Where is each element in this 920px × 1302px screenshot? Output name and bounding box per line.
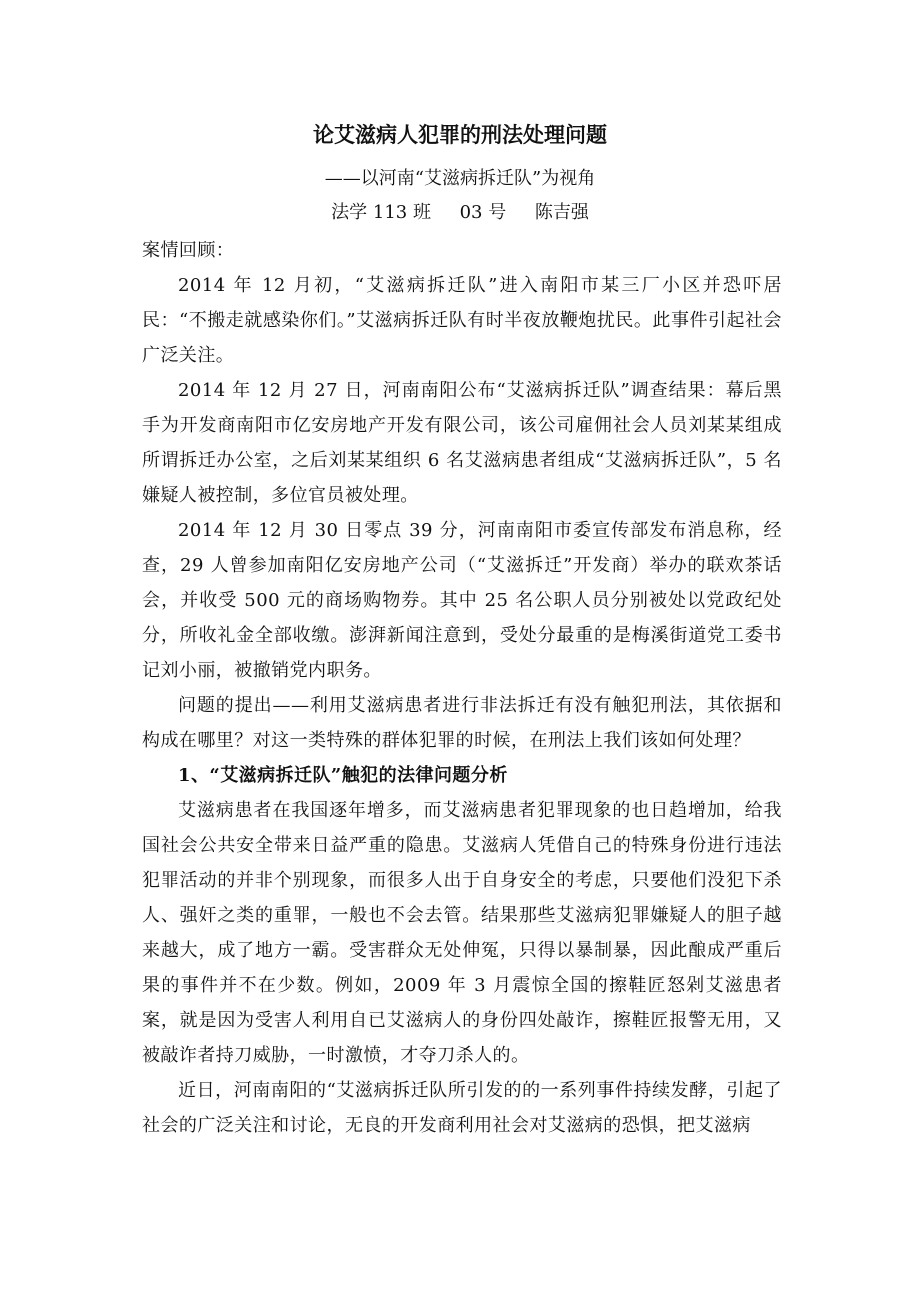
document-subtitle: ——以河南“艾滋病拆迁队”为视角 xyxy=(324,168,596,189)
paragraph: 2014 年 12 月 30 日零点 39 分，河南南阳市委宣传部发布消息称，经查，29 人曾参加南阳亿安房地产公司（“艾滋拆迁”开发商）举办的联欢茶话会，并收受 500 元的商场购物券。其中 25 名公职人员分别被处以党政纪处分，所收礼金全部收缴。澎湃新闻注意到，受处分最重的是梅溪街道党工委书记刘小丽，被撤销党内职务。 xyxy=(142,520,782,681)
case-review-label: 案情回顾： xyxy=(142,240,235,261)
paragraph: 问题的提出——利用艾滋病患者进行非法拆迁有没有触犯刑法，其依据和构成在哪里？对这一类特殊的群体犯罪的时候，在刑法上我们该如何处理？ xyxy=(142,695,782,751)
document-body xyxy=(142,233,782,1143)
paragraph: 2014 年 12 月 27 日，河南南阳公布“艾滋病拆迁队”调查结果：幕后黑手为开发商南阳市亿安房地产开发有限公司，该公司雇佣社会人员刘某某组成所谓拆迁办公室，之后刘某某组织 6 名艾滋病患者组成“艾滋病拆迁队”，5 名嫌疑人被控制，多位官员被处理。 xyxy=(142,380,782,506)
section-heading: 1、“艾滋病拆迁队”触犯的法律问题分析 xyxy=(178,765,508,786)
paragraph: 2014 年 12 月初，“艾滋病拆迁队”进入南阳市某三厂小区并恐吓居民：“不搬走就感染你们。”艾滋病拆迁队有时半夜放鞭炮扰民。此事件引起社会广泛关注。 xyxy=(142,275,782,366)
paragraph: 近日，河南南阳的“艾滋病拆迁队所引发的的一系列事件持续发酵，引起了社会的广泛关注和讨论，无良的开发商利用社会对艾滋病的恐惧，把艾滋病 xyxy=(142,1080,782,1136)
paragraph: 艾滋病患者在我国逐年增多，而艾滋病患者犯罪现象的也日趋增加，给我国社会公共安全带来日益严重的隐患。艾滋病人凭借自己的特殊身份进行违法犯罪活动的并非个别现象，而很多人出于自身安全的考虑，只要他们没犯下杀人、强奸之类的重罪，一般也不会去管。结果那些艾滋病犯罪嫌疑人的胆子越来越大，成了地方一霸。受害群众无处伸冤，只得以暴制暴，因此酿成严重后果的事件并不在少数。例如，2009 年 3 月震惊全国的擦鞋匠怒剁艾滋患者案，就是因为受害人利用自已艾滋病人的身份四处敲诈，擦鞋匠报警无用，又被敲诈者持刀威胁，一时激愤，才夺刀杀人的。 xyxy=(142,800,782,1066)
author-line: 法学 113 班 03 号 陈吉强 xyxy=(331,202,589,223)
document-title: 论艾滋病人犯罪的刑法处理问题 xyxy=(313,122,607,147)
